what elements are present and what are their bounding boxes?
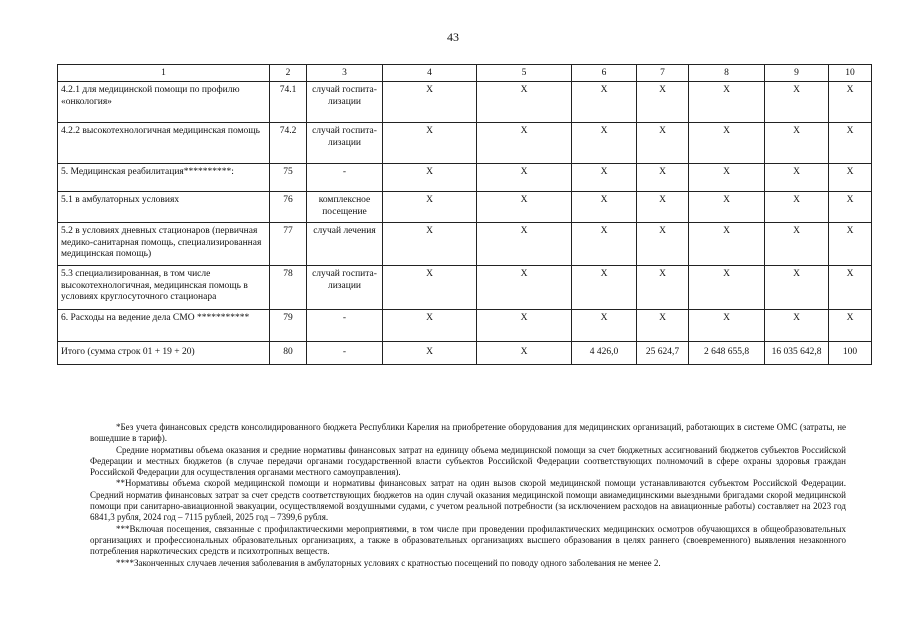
table-cell: Х xyxy=(765,310,829,342)
table-row xyxy=(58,266,872,310)
row-code: 78 xyxy=(270,266,307,310)
table-cell: Х xyxy=(637,164,689,192)
table-cell: Х xyxy=(637,223,689,266)
row-code: 76 xyxy=(270,192,307,223)
table-cell: Х xyxy=(572,123,637,164)
table-cell: 2 648 655,8 xyxy=(689,342,765,365)
row-unit: комплексное посещение xyxy=(307,192,383,223)
table-cell: Х xyxy=(477,164,572,192)
row-unit: случай лечения xyxy=(307,223,383,266)
column-header: 7 xyxy=(637,65,689,82)
column-header: 5 xyxy=(477,65,572,82)
footnotes xyxy=(90,422,846,569)
row-name: Итого (сумма строк 01 + 19 + 20) xyxy=(58,342,270,365)
row-name: 5.2 в условиях дневных стационаров (первичная медико-санитарная помощь, специализированная медицинская помощь) xyxy=(58,223,270,266)
table-cell: Х xyxy=(383,82,477,123)
table-row xyxy=(58,310,872,342)
table-cell: Х xyxy=(383,342,477,365)
table-cell: Х xyxy=(765,223,829,266)
table-cell: Х xyxy=(765,82,829,123)
table-cell: Х xyxy=(829,266,872,310)
table-cell: Х xyxy=(477,123,572,164)
row-code: 75 xyxy=(270,164,307,192)
table-cell: Х xyxy=(477,192,572,223)
table-cell: Х xyxy=(765,192,829,223)
table-cell: Х xyxy=(689,192,765,223)
table-cell: 100 xyxy=(829,342,872,365)
footnote: Средние нормативы объема оказания и средние нормативы финансовых затрат на единицу объема медицинской помощи за счет бюджетных ассигнований бюджетов субъектов Российской Федерации и местных бюджетов (в случае передачи органами государственной власти субъектов Российской Федерации соответствующих полномочий в сфере охраны здоровья граждан Российской Федерации для осуществления органами местного самоуправления). xyxy=(90,444,846,478)
row-unit: случай госпита-лизации xyxy=(307,82,383,123)
table-cell: Х xyxy=(572,82,637,123)
table-cell: Х xyxy=(477,223,572,266)
table-cell: 16 035 642,8 xyxy=(765,342,829,365)
table-cell: Х xyxy=(765,164,829,192)
table-cell: Х xyxy=(689,266,765,310)
column-header: 9 xyxy=(765,65,829,82)
table-header-row xyxy=(58,65,872,82)
table-cell: Х xyxy=(637,266,689,310)
row-code: 77 xyxy=(270,223,307,266)
row-name: 6. Расходы на ведение дела СМО *********** xyxy=(58,310,270,342)
table-cell: Х xyxy=(383,123,477,164)
column-header: 1 xyxy=(58,65,270,82)
norms-table xyxy=(57,64,872,365)
table-cell: Х xyxy=(689,164,765,192)
table-cell: Х xyxy=(829,123,872,164)
table-cell: Х xyxy=(572,192,637,223)
table-cell: Х xyxy=(383,223,477,266)
row-name: 5. Медицинская реабилитация**********: xyxy=(58,164,270,192)
column-header: 6 xyxy=(572,65,637,82)
table-cell: Х xyxy=(477,310,572,342)
column-header: 3 xyxy=(307,65,383,82)
column-header: 8 xyxy=(689,65,765,82)
column-header: 4 xyxy=(383,65,477,82)
table-cell: Х xyxy=(829,310,872,342)
row-unit: - xyxy=(307,164,383,192)
row-code: 80 xyxy=(270,342,307,365)
row-name: 5.1 в амбулаторных условиях xyxy=(58,192,270,223)
table-cell: Х xyxy=(765,123,829,164)
table-cell: Х xyxy=(477,266,572,310)
row-unit: случай госпита-лизации xyxy=(307,266,383,310)
footnote: ***Включая посещения, связанные с профилактическими мероприятиями, в том числе при проведении профилактических медицинских осмотров обучающихся в общеобразовательных организациях и профессиональных образовательных организациях, а также в образовательных организациях высшего образования в целях раннего (своевременного) выявления незаконного потребления наркотических средств и психотропных веществ. xyxy=(90,523,846,557)
table-cell: Х xyxy=(829,164,872,192)
table-cell: Х xyxy=(477,82,572,123)
column-header: 10 xyxy=(829,65,872,82)
table-row xyxy=(58,223,872,266)
page-number: 43 xyxy=(447,30,459,44)
table-row xyxy=(58,164,872,192)
table-cell: Х xyxy=(383,266,477,310)
table-cell: Х xyxy=(765,266,829,310)
table-cell: Х xyxy=(637,123,689,164)
footnote: **Нормативы объема скорой медицинской помощи и нормативы финансовых затрат на один вызов скорой медицинской помощи устанавливаются субъектом Российской Федерации. Средний норматив финансовых затрат за счет средств соответствующих бюджетов на один случай оказания медицинской помощи авиамедицинскими выездными бригадами скорой медицинской помощи при санитарно-авиационной эвакуации, осуществляемой воздушными судами, с учетом реальной потребности (за исключением расходов на авиационные работы) составляет на 2023 год 6841,3 рубля, 2024 год – 7115 рублей, 2025 год – 7399,6 рубля. xyxy=(90,478,846,523)
row-name: 4.2.2 высокотехнологичная медицинская помощь xyxy=(58,123,270,164)
row-code: 74.1 xyxy=(270,82,307,123)
table-row xyxy=(58,123,872,164)
footnote: ****Законченных случаев лечения заболевания в амбулаторных условиях с кратностью посещений по поводу одного заболевания не менее 2. xyxy=(116,557,661,568)
table-row-total xyxy=(58,342,872,365)
footnote: *Без учета финансовых средств консолидированного бюджета Республики Карелия на приобретение оборудования для медицинских организаций, работающих в системе ОМС (затраты, не вошедшие в тариф). xyxy=(90,422,846,444)
table-cell: Х xyxy=(689,82,765,123)
table-cell: Х xyxy=(637,310,689,342)
row-name: 4.2.1 для медицинской помощи по профилю «онкология» xyxy=(58,82,270,123)
table-cell: Х xyxy=(637,192,689,223)
table-cell: Х xyxy=(689,223,765,266)
table-cell: Х xyxy=(477,342,572,365)
table-cell: Х xyxy=(383,164,477,192)
row-code: 74.2 xyxy=(270,123,307,164)
column-header: 2 xyxy=(270,65,307,82)
row-unit: случай госпита-лизации xyxy=(307,123,383,164)
table-cell: Х xyxy=(829,192,872,223)
table-cell: 4 426,0 xyxy=(572,342,637,365)
row-unit: - xyxy=(307,310,383,342)
row-unit: - xyxy=(307,342,383,365)
row-name: 5.3 специализированная, в том числе высокотехнологичная, медицинская помощь в условиях круглосуточного стационара xyxy=(58,266,270,310)
table-cell: 25 624,7 xyxy=(637,342,689,365)
table-row xyxy=(58,192,872,223)
row-code: 79 xyxy=(270,310,307,342)
table-cell: Х xyxy=(829,82,872,123)
table-cell: Х xyxy=(383,310,477,342)
table-cell: Х xyxy=(689,310,765,342)
table-cell: Х xyxy=(572,223,637,266)
table-row xyxy=(58,82,872,123)
table-cell: Х xyxy=(383,192,477,223)
table-cell: Х xyxy=(572,266,637,310)
table-cell: Х xyxy=(572,164,637,192)
table-cell: Х xyxy=(829,223,872,266)
table-cell: Х xyxy=(689,123,765,164)
table-cell: Х xyxy=(572,310,637,342)
table-cell: Х xyxy=(637,82,689,123)
